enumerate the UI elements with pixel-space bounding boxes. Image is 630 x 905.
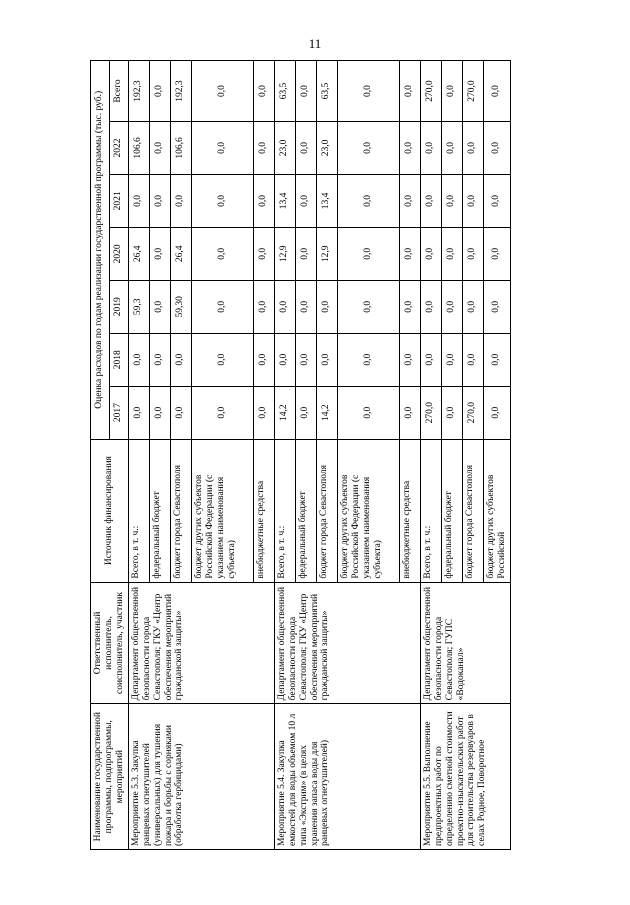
rotated-table-content	[90, 60, 600, 850]
source-cell: бюджет города Севастополя	[170, 439, 191, 582]
value-cell: 0,0	[253, 280, 274, 333]
header-year: 2020	[109, 227, 128, 280]
value-cell: 0,0	[274, 280, 295, 333]
measure-name: Мероприятие 5.3. Закупка ранцевых огнетушителей (универсальных) для тушения пожара и борьбы с сорняками (обработка гербицидами)	[128, 704, 274, 850]
value-cell: 106,6	[170, 122, 191, 175]
measure-responsible: Департамент общественной безопасности города Севастополя; ГУПС «Водоканал»	[420, 582, 510, 704]
value-cell: 0,0	[274, 333, 295, 386]
header-total: Всего	[109, 61, 128, 122]
value-cell: 0,0	[337, 386, 399, 439]
value-cell: 0,0	[295, 174, 316, 227]
rotated-table-viewport	[90, 60, 600, 850]
value-cell: 0,0	[316, 280, 337, 333]
value-cell: 0,0	[483, 174, 510, 227]
value-cell: 106,6	[128, 122, 149, 175]
value-cell: 0,0	[420, 227, 441, 280]
value-cell: 0,0	[295, 386, 316, 439]
value-cell: 0,0	[170, 174, 191, 227]
value-cell: 0,0	[441, 333, 462, 386]
header-year: 2017	[109, 386, 128, 439]
value-cell: 0,0	[295, 280, 316, 333]
value-cell: 0,0	[483, 227, 510, 280]
value-cell: 0,0	[420, 333, 441, 386]
value-cell: 0,0	[295, 227, 316, 280]
value-cell: 26,4	[128, 227, 149, 280]
source-cell: федеральный бюджет	[149, 439, 170, 582]
value-cell: 0,0	[337, 122, 399, 175]
value-cell: 0,0	[128, 174, 149, 227]
header-year: 2018	[109, 333, 128, 386]
value-cell: 13,4	[316, 174, 337, 227]
total-cell: 0,0	[149, 61, 170, 122]
value-cell: 0,0	[483, 333, 510, 386]
value-cell: 0,0	[191, 386, 253, 439]
value-cell: 0,0	[462, 174, 483, 227]
source-cell: Всего, в т. ч.:	[274, 439, 295, 582]
value-cell: 0,0	[441, 122, 462, 175]
value-cell: 0,0	[420, 174, 441, 227]
value-cell: 0,0	[483, 386, 510, 439]
value-cell: 12,9	[316, 227, 337, 280]
value-cell: 0,0	[399, 386, 420, 439]
value-cell: 0,0	[462, 280, 483, 333]
source-cell: внебюджетные средства	[253, 439, 274, 582]
value-cell: 0,0	[441, 280, 462, 333]
total-cell: 192,3	[170, 61, 191, 122]
source-cell: Всего, в т. ч.:	[128, 439, 149, 582]
header-year: 2022	[109, 122, 128, 175]
value-cell: 0,0	[441, 227, 462, 280]
total-cell: 0,0	[337, 61, 399, 122]
value-cell: 0,0	[191, 280, 253, 333]
value-cell: 14,2	[274, 386, 295, 439]
value-cell: 0,0	[191, 227, 253, 280]
value-cell: 0,0	[191, 122, 253, 175]
value-cell: 0,0	[295, 122, 316, 175]
value-cell: 0,0	[337, 227, 399, 280]
page-number: 11	[308, 36, 322, 51]
value-cell: 0,0	[337, 174, 399, 227]
value-cell: 12,9	[274, 227, 295, 280]
value-cell: 59,3	[128, 280, 149, 333]
value-cell: 0,0	[483, 280, 510, 333]
total-cell: 192,3	[128, 61, 149, 122]
source-cell: внебюджетные средства	[399, 439, 420, 582]
total-cell: 0,0	[295, 61, 316, 122]
value-cell: 0,0	[253, 174, 274, 227]
value-cell: 0,0	[170, 386, 191, 439]
value-cell: 270,0	[462, 386, 483, 439]
value-cell: 0,0	[170, 333, 191, 386]
value-cell: 0,0	[253, 386, 274, 439]
source-cell: бюджет других субъектов Российской Федерации (с указанием наименования субъекта)	[191, 439, 253, 582]
value-cell: 0,0	[149, 386, 170, 439]
source-cell: бюджет других субъектов Российской	[483, 439, 510, 582]
header-responsible: Ответственный исполнитель, соисполнитель, участник	[91, 582, 129, 704]
value-cell: 0,0	[128, 333, 149, 386]
value-cell: 0,0	[337, 280, 399, 333]
value-cell: 0,0	[399, 174, 420, 227]
value-cell: 0,0	[337, 333, 399, 386]
expenditure-table	[90, 60, 511, 850]
value-cell: 0,0	[149, 227, 170, 280]
value-cell: 0,0	[128, 386, 149, 439]
value-cell: 0,0	[295, 333, 316, 386]
measure-name: Мероприятие 5.5. Выполнение предпроектных работ по определению сметной стоимости проектно-изыскательских работ для строительства резервуаров в селах Родное, Поворотное	[420, 704, 510, 850]
value-cell: 0,0	[149, 174, 170, 227]
total-cell: 0,0	[399, 61, 420, 122]
value-cell: 0,0	[420, 122, 441, 175]
value-cell: 23,0	[274, 122, 295, 175]
value-cell: 0,0	[253, 333, 274, 386]
value-cell: 0,0	[399, 122, 420, 175]
total-cell: 270,0	[420, 61, 441, 122]
total-cell: 270,0	[462, 61, 483, 122]
value-cell: 0,0	[399, 280, 420, 333]
source-cell: федеральный бюджет	[295, 439, 316, 582]
value-cell: 0,0	[399, 333, 420, 386]
value-cell: 0,0	[191, 333, 253, 386]
value-cell: 0,0	[441, 174, 462, 227]
header-year: 2021	[109, 174, 128, 227]
value-cell: 0,0	[149, 122, 170, 175]
source-cell: бюджет города Севастополя	[462, 439, 483, 582]
source-cell: бюджет других субъектов Российской Федерации (с указанием наименования субъекта)	[337, 439, 399, 582]
source-cell: Всего, в т. ч.:	[420, 439, 441, 582]
source-cell: федеральный бюджет	[441, 439, 462, 582]
total-cell: 0,0	[191, 61, 253, 122]
header-name: Наименование государственной программы, подпрограммы, мероприятий	[91, 704, 129, 850]
value-cell: 270,0	[420, 386, 441, 439]
measure-responsible: Департамент общественной безопасности города Севастополя; ГКУ «Центр обеспечения мероприятий гражданской защиты»	[274, 582, 420, 704]
total-cell: 0,0	[483, 61, 510, 122]
value-cell: 0,0	[253, 227, 274, 280]
value-cell: 0,0	[462, 122, 483, 175]
value-cell: 59,30	[170, 280, 191, 333]
value-cell: 0,0	[462, 227, 483, 280]
header-year: 2019	[109, 280, 128, 333]
value-cell: 0,0	[462, 333, 483, 386]
header-estimate: Оценка расходов по годам реализации государственной программы (тыс. руб.)	[91, 61, 110, 440]
source-cell: бюджет города Севастополя	[316, 439, 337, 582]
value-cell: 0,0	[420, 280, 441, 333]
value-cell: 0,0	[441, 386, 462, 439]
value-cell: 0,0	[149, 333, 170, 386]
value-cell: 13,4	[274, 174, 295, 227]
header-source: Источник финансирования	[91, 439, 129, 582]
value-cell: 0,0	[316, 333, 337, 386]
value-cell: 0,0	[483, 122, 510, 175]
value-cell: 0,0	[149, 280, 170, 333]
measure-name: Мероприятие 5.4. Закупка емкостей для воды объемом 10 л типа «Экстрим» (в целях хранения запаса воды для ранцевых огнетушителей)	[274, 704, 420, 850]
value-cell: 14,2	[316, 386, 337, 439]
total-cell: 0,0	[441, 61, 462, 122]
total-cell: 63,5	[316, 61, 337, 122]
value-cell: 0,0	[253, 122, 274, 175]
value-cell: 0,0	[191, 174, 253, 227]
value-cell: 23,0	[316, 122, 337, 175]
value-cell: 0,0	[399, 227, 420, 280]
total-cell: 0,0	[253, 61, 274, 122]
value-cell: 26,4	[170, 227, 191, 280]
measure-responsible: Департамент общественной безопасности города Севастополя; ГКУ «Центр обеспечения мероприятий гражданской защиты»	[128, 582, 274, 704]
total-cell: 63,5	[274, 61, 295, 122]
